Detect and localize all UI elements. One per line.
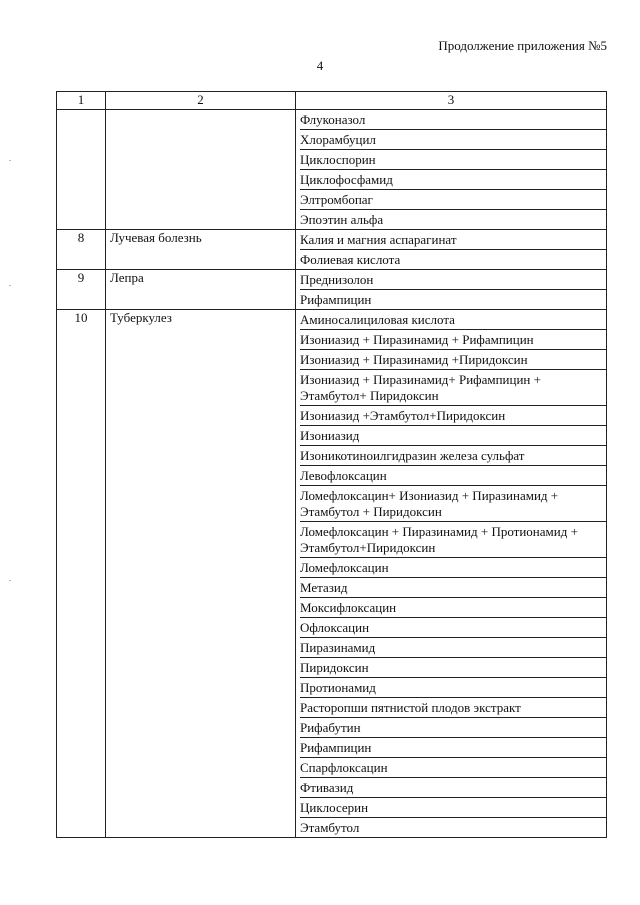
scan-mark <box>9 285 11 286</box>
drug-item: Изоникотиноилгидразин железа сульфат <box>300 445 606 465</box>
drug-item: Пиразинамид <box>300 637 606 657</box>
drug-item: Преднизолон <box>300 272 374 287</box>
drug-item: Фтивазид <box>300 777 606 797</box>
page-number: 4 <box>316 58 324 73</box>
drug-item: Ломефлоксацин+ Изониазид + Пиразинамид + Этамбутол + Пиридоксин <box>300 485 606 521</box>
table-row <box>57 110 607 230</box>
drug-table <box>56 91 607 838</box>
drug-item: Ломефлоксацин + Пиразинамид + Протионамид + Этамбутол+Пиридоксин <box>300 521 606 557</box>
continuation-label: Продолжение приложения №5 <box>438 38 607 53</box>
disease-name: Туберкулез <box>106 310 296 838</box>
disease-name: Лучевая болезнь <box>106 230 296 270</box>
drug-item: Калия и магния аспарагинат <box>300 232 457 247</box>
scan-mark <box>9 160 11 161</box>
drug-list <box>296 310 607 838</box>
header-row <box>57 92 607 110</box>
drug-item: Фолиевая кислота <box>300 249 606 269</box>
row-number: 8 <box>57 230 106 270</box>
drug-item: Циклофосфамид <box>300 169 606 189</box>
drug-item: Пиридоксин <box>300 657 606 677</box>
drug-item: Эпоэтин альфа <box>300 209 606 229</box>
drug-list <box>296 110 607 230</box>
drug-item: Аминосалициловая кислота <box>300 312 455 327</box>
drug-item: Спарфлоксацин <box>300 757 606 777</box>
drug-item: Протионамид <box>300 677 606 697</box>
drug-item: Элтромбопаг <box>300 189 606 209</box>
drug-item: Изониазид <box>300 425 606 445</box>
column-header: 1 <box>57 92 106 110</box>
scan-mark <box>9 580 11 581</box>
drug-item: Хлорамбуцил <box>300 129 606 149</box>
drug-item: Рифампицин <box>300 289 606 309</box>
drug-item: Рифампицин <box>300 737 606 757</box>
drug-table-body <box>57 92 607 838</box>
drug-item: Этамбутол <box>300 817 606 837</box>
row-number: 10 <box>57 310 106 838</box>
drug-item: Флуконазол <box>300 112 366 127</box>
drug-item: Ломефлоксацин <box>300 557 606 577</box>
row-number: 9 <box>57 270 106 310</box>
row-number <box>57 110 106 230</box>
drug-item: Офлоксацин <box>300 617 606 637</box>
drug-item: Моксифлоксацин <box>300 597 606 617</box>
column-header: 2 <box>106 92 296 110</box>
drug-item: Левофлоксацин <box>300 465 606 485</box>
drug-item: Изониазид + Пиразинамид + Рифампицин <box>300 329 606 349</box>
table-row <box>57 230 607 270</box>
drug-item: Метазид <box>300 577 606 597</box>
drug-list <box>296 230 607 270</box>
drug-item: Расторопши пятнистой плодов экстракт <box>300 697 606 717</box>
drug-item: Изониазид + Пиразинамид +Пиридоксин <box>300 349 606 369</box>
drug-item: Изониазид + Пиразинамид+ Рифампицин + Этамбутол+ Пиридоксин <box>300 369 606 405</box>
disease-name <box>106 110 296 230</box>
drug-item: Рифабутин <box>300 717 606 737</box>
drug-item: Циклосерин <box>300 797 606 817</box>
drug-item: Изониазид +Этамбутол+Пиридоксин <box>300 405 606 425</box>
table-row <box>57 310 607 838</box>
table-row <box>57 270 607 310</box>
drug-item: Циклоспорин <box>300 149 606 169</box>
drug-list <box>296 270 607 310</box>
disease-name: Лепра <box>106 270 296 310</box>
column-header: 3 <box>296 92 607 110</box>
